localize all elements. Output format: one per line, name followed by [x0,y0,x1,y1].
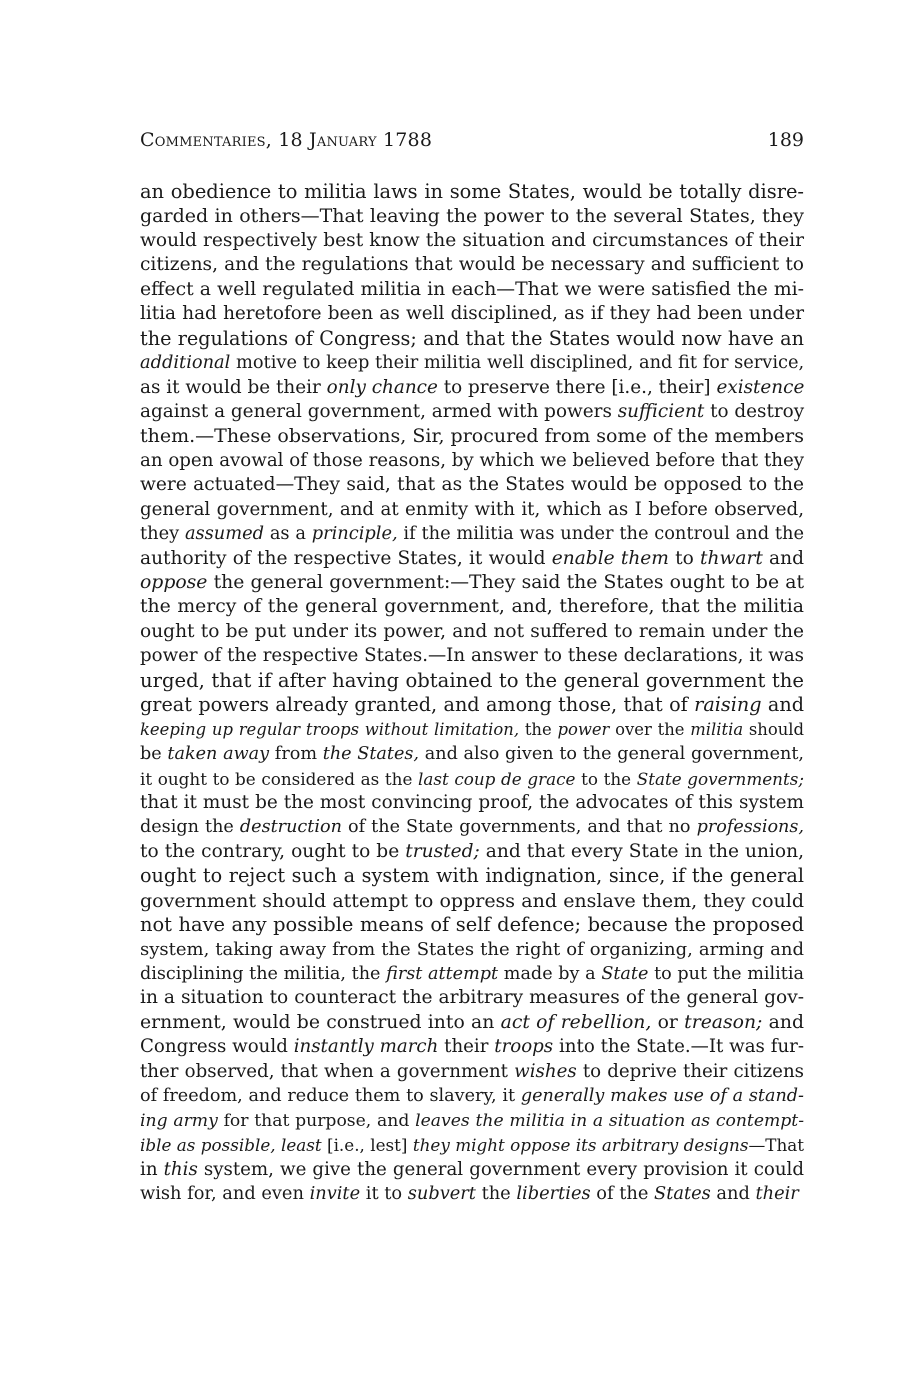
text-segment: ought to reject such a system with indignation, since, if the general [140,864,804,888]
text-segment: against a general government, armed with powers [140,400,618,422]
text-segment: their [438,1036,495,1058]
text-segment: for that purpose, and [217,1110,416,1131]
text-line [140,473,804,497]
text-line [140,571,804,595]
text-segment: in [140,1158,164,1180]
italic-text-segment: ible as possible, least [140,1135,322,1156]
text-segment: to put the militia [648,964,804,984]
text-line [140,1060,804,1084]
text-segment: them.—These observations, Sir, procured from some of the members [140,425,804,448]
italic-text-segment: additional [140,352,231,374]
italic-text-segment: generally makes use of a stand- [520,1086,804,1107]
text-segment: they [140,523,185,545]
italic-text-segment: subvert [407,1182,476,1204]
text-line [140,327,804,351]
text-segment: that it must be the most convincing proof, the advocates of this system [140,791,804,813]
text-segment: the regulations of Congress; and that the States would now have an [140,326,804,350]
text-segment: were actuated—They said, that as the States would be opposed to the [140,474,804,496]
text-segment: system, taking away from the States the right of organizing, arming and [140,938,804,960]
text-line [140,498,804,522]
text-segment: system, we give the general government every provision it could [197,1158,805,1180]
italic-text-segment: act of rebellion, [500,1011,652,1033]
italic-text-segment: assumed [184,523,265,545]
text-segment: effect a well regulated militia in each—That we were satisfied the mi- [140,278,804,300]
italic-text-segment: the States, [322,744,420,765]
text-line [140,1035,804,1059]
text-line [140,1011,804,1035]
text-segment: the [519,719,558,739]
text-segment: it to [360,1182,408,1204]
text-segment: authority of the respective States, it would [140,547,552,569]
text-segment: design the [140,817,240,838]
text-segment: to preserve there [i.e., their] [437,376,717,398]
text-segment: wish for, and even [140,1182,310,1204]
italic-text-segment: power [557,719,610,739]
text-segment: and [762,547,804,569]
text-line [140,376,804,400]
running-head [140,128,804,152]
text-segment: power of the respective States.—In answer to these declarations, it was [140,645,804,667]
italic-text-segment: instantly march [293,1036,439,1058]
text-line [140,1109,804,1133]
text-line [140,278,804,302]
italic-text-segment: this [163,1158,198,1180]
text-line [140,522,804,546]
page-number: 189 [767,129,804,151]
text-line [140,1158,804,1182]
italic-text-segment: existence [716,376,805,398]
text-line [140,962,804,986]
text-line [140,449,804,473]
text-segment: general government, and at enmity with it, which as I before observed, [140,498,804,520]
text-segment: urged, that if after having obtained to the general government the [140,668,804,692]
text-segment: to the [575,768,637,789]
italic-text-segment: State [601,964,649,984]
text-segment: the general government:—They said the States ought to be at [207,572,804,593]
text-segment: motive to keep their militia well disciplined, and fit for service, [230,352,805,374]
italic-text-segment: treason; [684,1011,763,1033]
italic-text-segment: last coup de grace [418,768,576,789]
text-line [140,1084,804,1108]
text-line [140,180,804,204]
text-line [140,864,804,888]
text-line [140,1133,804,1157]
text-line [140,815,804,839]
text-segment: an open avowal of those reasons, by which we believed before that they [140,449,804,471]
text-line [140,351,804,375]
text-segment: if the militia was under the controul and the [397,523,804,545]
text-line [140,986,804,1010]
text-segment: ought to be put under its power, and not suffered to remain under the [140,620,804,642]
text-segment: of the State governments, and that no [341,817,697,838]
italic-text-segment: only chance [326,376,438,398]
italic-text-segment: sufficient [617,400,705,422]
text-segment: government should attempt to oppress and enslave them, they could [140,889,804,912]
italic-text-segment: first attempt [386,964,499,984]
italic-text-segment: State governments; [636,768,805,789]
text-segment: as a [264,523,312,545]
text-segment: Congress would [140,1036,294,1058]
italic-text-segment: militia [690,719,744,739]
text-line [140,742,804,766]
text-segment: or [651,1011,685,1033]
italic-text-segment: raising [694,693,762,717]
text-segment: it ought to be considered as the [140,768,419,789]
text-segment: should [743,719,804,739]
italic-text-segment: principle, [311,523,398,545]
text-line [140,889,804,913]
text-segment: the [475,1182,517,1204]
text-segment: into the State.—It was fur- [553,1036,804,1058]
text-segment: made by a [498,964,602,984]
text-line [140,400,804,424]
text-line [140,547,804,571]
italic-text-segment: invite [309,1182,361,1204]
running-title: Commentaries, 18 January 1788 [140,129,433,151]
text-segment: as it would be their [140,376,327,398]
text-segment: over the [609,719,691,739]
text-line [140,644,804,668]
text-line [140,1182,804,1206]
text-line [140,204,804,228]
text-line [140,424,804,448]
italic-text-segment: oppose [140,572,208,593]
italic-text-segment: their [755,1182,799,1204]
text-line [140,938,804,962]
body-text [140,180,804,1206]
text-segment: from [269,744,323,765]
text-line [140,302,804,326]
text-segment: an obedience to militia laws in some States, would be totally disre- [140,180,804,203]
text-line [140,253,804,277]
text-segment: the mercy of the general government, and, therefore, that the militia [140,596,804,618]
text-segment: be [140,744,168,765]
italic-text-segment: taken away [167,744,270,765]
text-line [140,791,804,815]
text-segment: to deprive their citizens [576,1060,804,1082]
text-segment: not have any possible means of self defence; because the proposed [140,913,804,937]
italic-text-segment: thwart [700,547,763,569]
text-segment: in a situation to counteract the arbitrary measures of the general gov- [140,987,804,1009]
italic-text-segment: wishes [514,1060,577,1082]
text-segment: garded in others—That leaving the power to the several States, they [140,205,804,228]
italic-text-segment: leaves the militia in a situation as contempt- [415,1110,804,1131]
text-segment: and also given to the general government, [419,744,804,765]
text-segment: ther observed, that when a government [140,1060,515,1082]
text-segment: of the [590,1182,655,1204]
italic-text-segment: liberties [516,1182,591,1204]
text-segment: ernment, would be construed into an [140,1011,501,1033]
italic-text-segment: ing army [140,1110,218,1131]
text-line [140,693,804,717]
text-line [140,620,804,644]
italic-text-segment: enable them [551,547,669,569]
italic-text-segment: professions, [696,817,804,838]
italic-text-segment: States [654,1182,711,1204]
italic-text-segment: troops [494,1036,554,1058]
italic-text-segment: trusted; [405,840,480,862]
text-line [140,595,804,619]
text-segment: —That [748,1135,804,1156]
text-segment: and [762,1011,804,1033]
text-line [140,767,804,791]
text-line [140,669,804,693]
text-segment: to [668,547,701,569]
text-segment: and that every State in the union, [479,840,804,862]
text-segment: great powers already granted, and among those, that of [140,693,695,717]
text-segment: to the contrary, ought to be [140,840,406,862]
text-segment: of freedom, and reduce them to slavery, it [140,1086,521,1107]
text-segment: [i.e., lest] [321,1135,413,1156]
text-line [140,913,804,937]
text-segment: disciplining the militia, the [140,964,387,984]
italic-text-segment: destruction [239,817,342,838]
text-line [140,718,804,742]
text-segment: to destroy [704,400,805,422]
text-segment: and [761,693,804,717]
italic-text-segment: they might oppose its arbitrary designs [412,1135,749,1156]
text-line [140,840,804,864]
text-segment: would respectively best know the situation and circumstances of their [140,229,804,251]
italic-text-segment: keeping up regular troops without limitation, [140,719,520,739]
text-segment: citizens, and the regulations that would be necessary and sufficient to [140,254,804,276]
text-line [140,229,804,253]
text-segment: and [710,1182,756,1204]
text-segment: litia had heretofore been as well disciplined, as if they had been under [140,303,804,325]
